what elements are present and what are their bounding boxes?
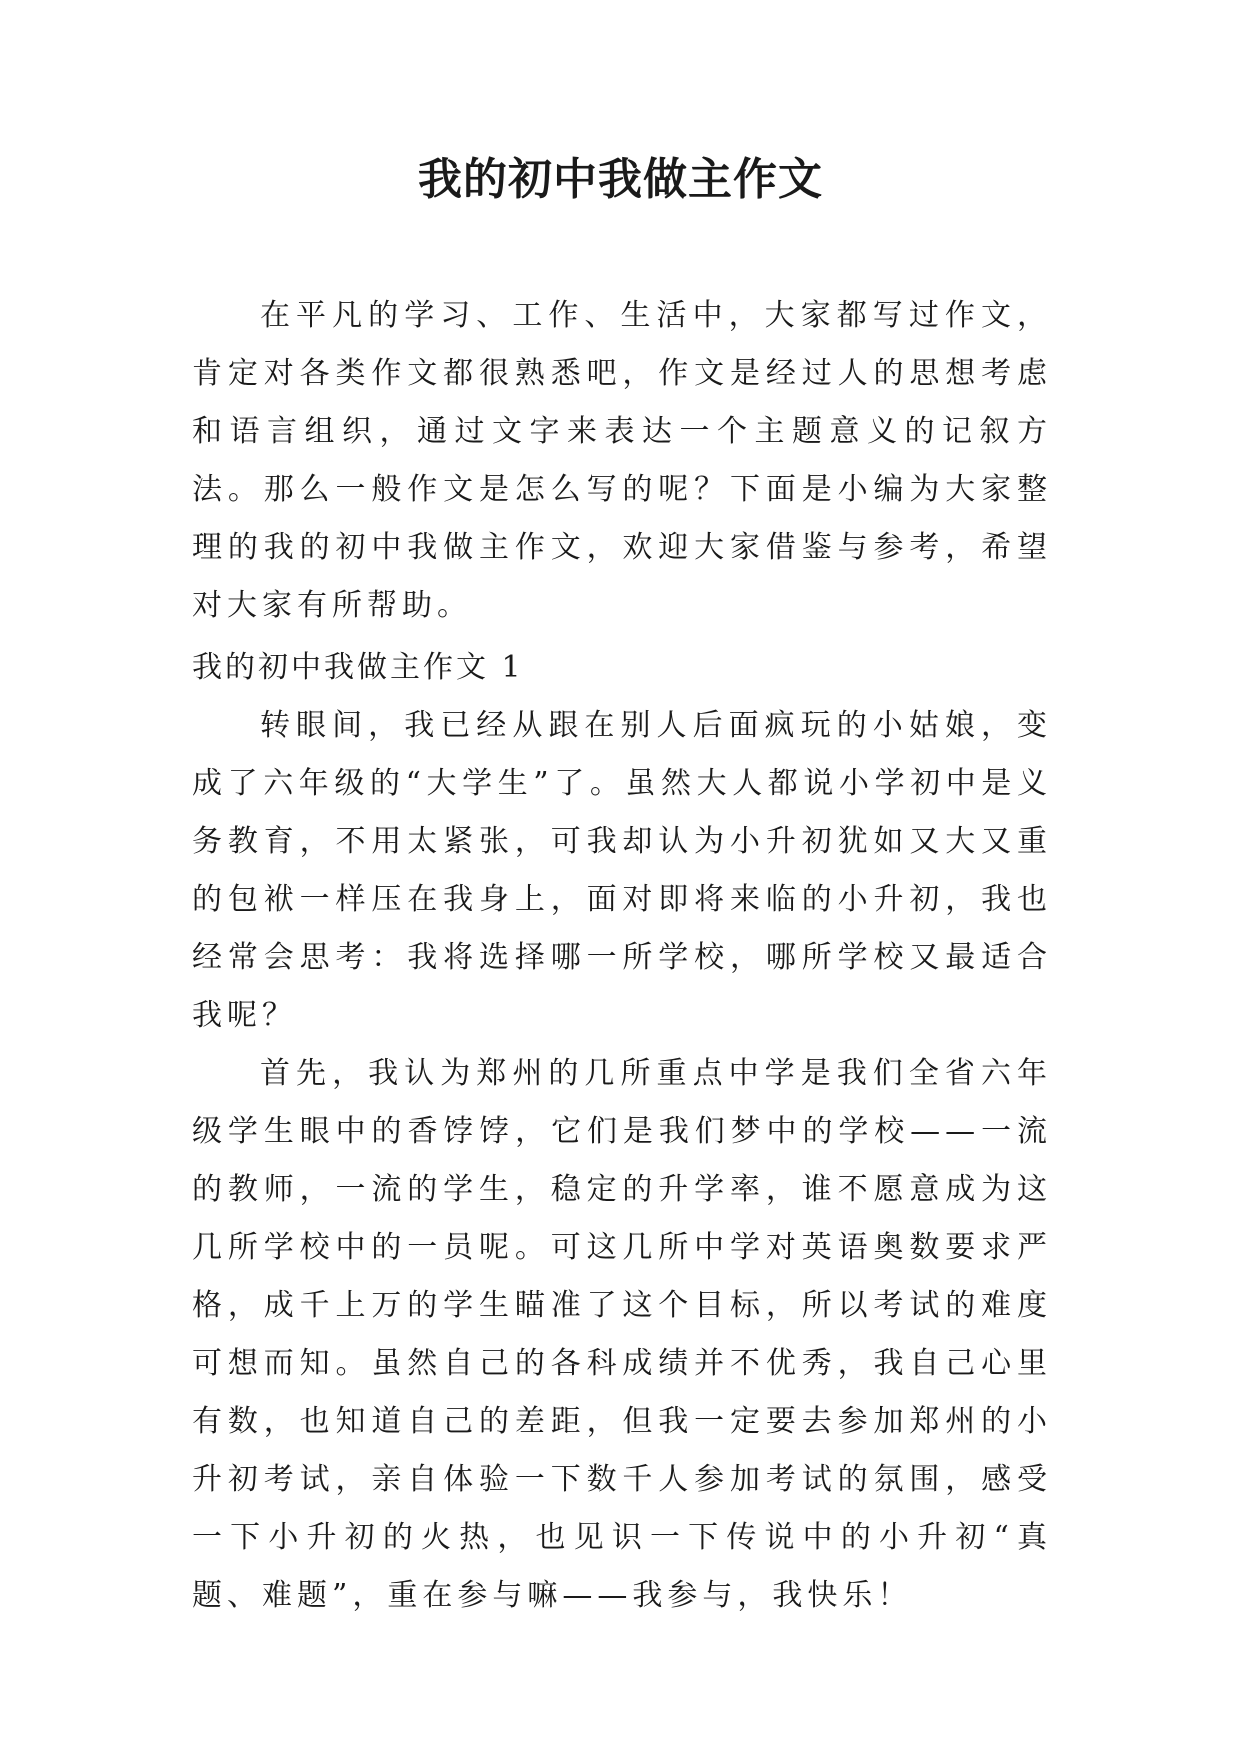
essay-paragraph: 首先，我认为郑州的几所重点中学是我们全省六年级学生眼中的香饽饽，它们是我们梦中的学校——一流的教师，一流的学生，稳定的升学率，谁不愿意成为这几所学校中的一员呢。可这几所中学对英语奥数要求严格，成千上万的学生瞄准了这个目标，所以考试的难度可想而知。虽然自己的各科成绩并不优秀，我自己心里有数，也知道自己的差距，但我一定要去参加郑州的小升初考试，亲自体验一下数千人参加考试的氛围，感受一下小升初的火热，也见识一下传说中的小升初“真题、难题”，重在参与嘛——我参与，我快乐！ — [192, 1056, 1052, 1613]
intro-paragraph: 在平凡的学习、工作、生活中，大家都写过作文，肯定对各类作文都很熟悉吧，作文是经过人的思想考虑和语言组织，通过文字来表达一个主题意义的记叙方法。那么一般作文是怎么写的呢？下面是小编为大家整理的我的初中我做主作文，欢迎大家借鉴与参考，希望对大家有所帮助。 — [192, 298, 1052, 623]
essay-paragraph: 转眼间，我已经从跟在别人后面疯玩的小姑娘，变成了六年级的“大学生”了。虽然大人都说小学初中是义务教育，不用太紧张，可我却认为小升初犹如又大又重的包袱一样压在我身上，面对即将来临的小升初，我也经常会思考：我将选择哪一所学校，哪所学校又最适合我呢？ — [192, 708, 1052, 1033]
essay-body — [192, 697, 1052, 1625]
document-title: 我的初中我做主作文 — [418, 154, 823, 205]
section-heading: 我的初中我做主作文 1 — [192, 650, 524, 685]
